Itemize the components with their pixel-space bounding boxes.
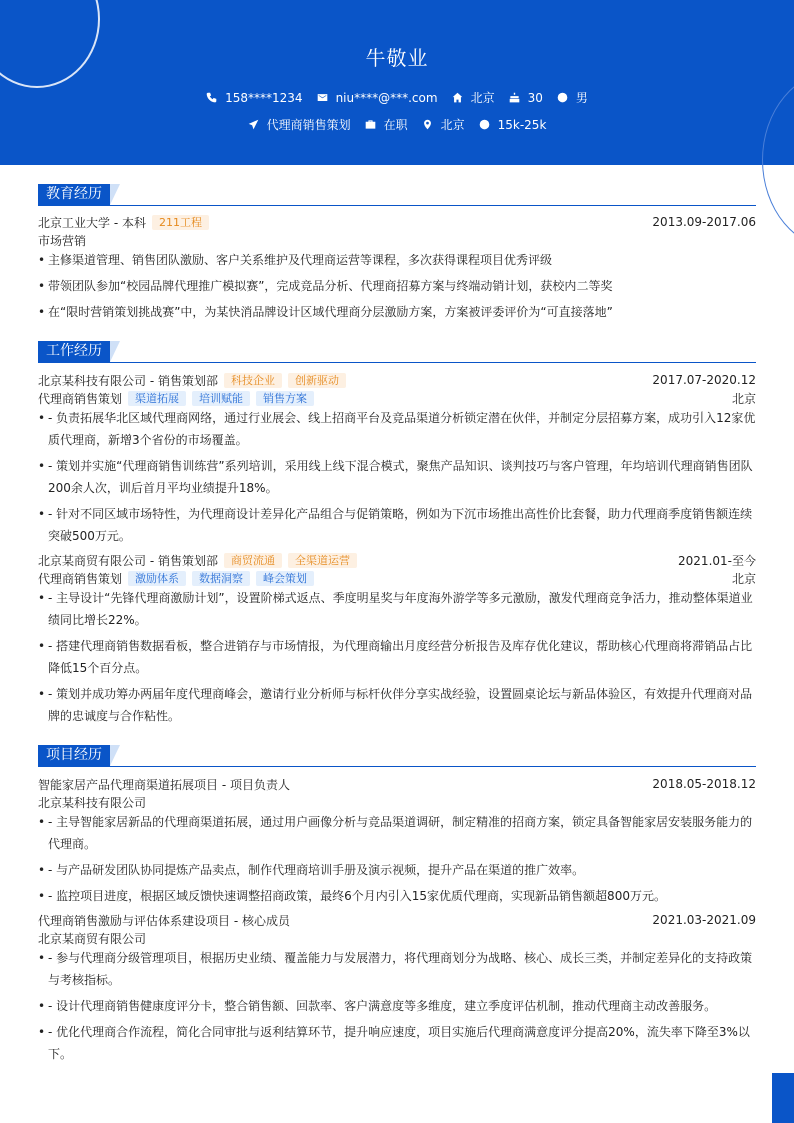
job-bullet: • - 策划并实施“代理商销售训练营”系列培训，采用线上线下混合模式，聚焦产品知识、谈判技巧与客户管理，年均培训代理商销售团队200余人次，训后首月平均业绩提升18%。 xyxy=(38,455,756,499)
email-text: niu****@***.com xyxy=(335,90,438,105)
briefcase-icon xyxy=(365,119,376,130)
target-city-text: 北京 xyxy=(440,118,465,132)
mail-icon xyxy=(317,92,328,103)
project-name: 智能家居产品代理商渠道拓展项目 - 项目负责人 xyxy=(38,777,290,792)
project-bullet: • - 与产品研发团队协同提炼产品卖点，制作代理商培训手册及演示视频，提升产品在渠道的推广效率。 xyxy=(38,859,756,881)
job-intent-row xyxy=(0,116,794,133)
company-tag: 全渠道运营 xyxy=(288,553,357,568)
section-tab: 项目经历 xyxy=(38,745,110,766)
job-period: 2017.07-2020.12 xyxy=(652,373,756,387)
gender-item xyxy=(557,89,588,106)
status-text: 在职 xyxy=(383,118,408,132)
company-name: 北京某商贸有限公司 - 销售策划部 xyxy=(38,553,218,568)
school-name: 北京工业大学 - 本科 xyxy=(38,215,146,230)
job-bullet: • - 搭建代理商销售数据看板，整合进销存与市场情报，为代理商输出月度经营分析报告及库存优化建议，帮助核心代理商将滞销品占比降低15个百分点。 xyxy=(38,635,756,679)
job-bullet: • - 针对不同区域市场特性，为代理商设计差异化产品组合与促销策略，例如为下沉市场推出高性价比套餐，助力代理商季度销售额连续突破500万元。 xyxy=(38,503,756,547)
education-major-row xyxy=(38,231,756,249)
education-bullet: • 主修渠道管理、销售团队激励、客户关系维护及代理商运营等课程，多次获得课程项目优秀评级 xyxy=(38,249,756,271)
project-period: 2018.05-2018.12 xyxy=(652,777,756,791)
salary-item xyxy=(479,118,547,132)
project-bullet: • - 参与代理商分级管理项目，根据历史业绩、覆盖能力与发展潜力，将代理商划分为战略、核心、成长三类，并制定差异化的支持政策与考核指标。 xyxy=(38,947,756,991)
skill-tag: 激励体系 xyxy=(128,571,186,586)
contact-row xyxy=(0,89,794,106)
gender-icon xyxy=(557,92,568,103)
section-tab: 教育经历 xyxy=(38,184,110,205)
corner-decoration xyxy=(772,1073,794,1123)
major: 市场营销 xyxy=(38,233,87,248)
home-icon xyxy=(452,92,463,103)
education-bullet: • 在“限时营销策划挑战赛”中，为某快消品牌设计区域代理商分层激励方案，方案被评委评价为“可直接落地” xyxy=(38,301,756,323)
project-header-row xyxy=(38,911,756,929)
project-org: 北京某商贸有限公司 xyxy=(38,931,147,946)
position-item xyxy=(248,116,351,133)
job-role-row xyxy=(38,569,756,587)
email-item xyxy=(317,91,438,105)
project-bullet: • - 优化代理商合作流程，简化合同审批与返利结算环节，提升响应速度，项目实施后代理商满意度评分提高20%，流失率下降至3%以下。 xyxy=(38,1021,756,1065)
salary-text: 15k-25k xyxy=(497,117,547,132)
project-bullet: • - 设计代理商销售健康度评分卡，整合销售额、回款率、客户满意度等多维度，建立季度评估机制，推动代理商主动改善服务。 xyxy=(38,995,756,1017)
education-header-row xyxy=(38,213,756,231)
skill-tag: 峰会策划 xyxy=(256,571,314,586)
section-tab: 工作经历 xyxy=(38,341,110,362)
project-header-row xyxy=(38,775,756,793)
job-bullet: • - 负责拓展华北区域代理商网络，通过行业展会、线上招商平台及竞品渠道分析锁定潜在伙伴，并制定分层招募方案，成功引入12家优质代理商，新增3个省份的市场覆盖。 xyxy=(38,407,756,451)
company-tag: 创新驱动 xyxy=(288,373,346,388)
location-icon xyxy=(422,119,433,130)
status-item xyxy=(365,116,408,133)
phone-item xyxy=(206,91,302,105)
age-item xyxy=(509,91,543,105)
job-role-row xyxy=(38,389,756,407)
school-tag: 211工程 xyxy=(152,215,209,230)
education-period: 2013.09-2017.06 xyxy=(652,215,756,229)
phone-icon xyxy=(206,92,217,103)
home-item xyxy=(452,89,495,106)
job-city: 北京 xyxy=(731,571,756,586)
job-header-row xyxy=(38,371,756,389)
target-city-item xyxy=(422,116,465,133)
cake-icon xyxy=(509,92,520,103)
skill-tag: 数据洞察 xyxy=(192,571,250,586)
work-section-title xyxy=(38,341,756,363)
company-tag: 商贸流通 xyxy=(224,553,282,568)
job-bullet: • - 主导设计“先锋代理商激励计划”，设置阶梯式返点、季度明星奖与年度海外游学等多元激励，激发代理商竞争活力，推动整体渠道业绩同比增长22%。 xyxy=(38,587,756,631)
project-bullet: • - 监控项目进度，根据区域反馈快速调整招商政策，最终6个月内引入15家优质代理商，实现新品销售额超800万元。 xyxy=(38,885,756,907)
gender-text: 男 xyxy=(575,91,588,105)
home-city-text: 北京 xyxy=(470,91,495,105)
send-icon xyxy=(248,119,259,130)
skill-tag: 渠道拓展 xyxy=(128,391,186,406)
company-name: 北京某科技有限公司 - 销售策划部 xyxy=(38,373,218,388)
job-role: 代理商销售策划 xyxy=(38,391,123,406)
job-period: 2021.01-至今 xyxy=(678,553,756,568)
project-org-row xyxy=(38,929,756,947)
project-period: 2021.03-2021.09 xyxy=(652,913,756,927)
skill-tag: 销售方案 xyxy=(256,391,314,406)
salary-icon xyxy=(479,119,490,130)
job-role: 代理商销售策划 xyxy=(38,571,123,586)
candidate-name: 牛敬业 xyxy=(365,46,429,70)
education-section-title xyxy=(38,184,756,206)
job-header-row xyxy=(38,551,756,569)
project-org-row xyxy=(38,793,756,811)
job-bullet: • - 策划并成功筹办两届年度代理商峰会，邀请行业分析师与标杆伙伴分享实战经验，设置圆桌论坛与新品体验区，有效提升代理商对品牌的忠诚度与合作粘性。 xyxy=(38,683,756,727)
company-tag: 科技企业 xyxy=(224,373,282,388)
project-section-title xyxy=(38,745,756,767)
project-org: 北京某科技有限公司 xyxy=(38,795,147,810)
resume-header xyxy=(0,0,794,165)
age-text: 30 xyxy=(527,90,543,105)
project-name: 代理商销售激励与评估体系建设项目 - 核心成员 xyxy=(38,913,290,928)
position-text: 代理商销售策划 xyxy=(266,118,351,132)
education-bullet: • 带领团队参加“校园品牌代理推广模拟赛”，完成竞品分析、代理商招募方案与终端动销计划，获校内二等奖 xyxy=(38,275,756,297)
phone-text: 158****1234 xyxy=(225,90,303,105)
job-city: 北京 xyxy=(731,391,756,406)
skill-tag: 培训赋能 xyxy=(192,391,250,406)
project-bullet: • - 主导智能家居新品的代理商渠道拓展，通过用户画像分析与竞品渠道调研，制定精准的招商方案，锁定具备智能家居安装服务能力的代理商。 xyxy=(38,811,756,855)
